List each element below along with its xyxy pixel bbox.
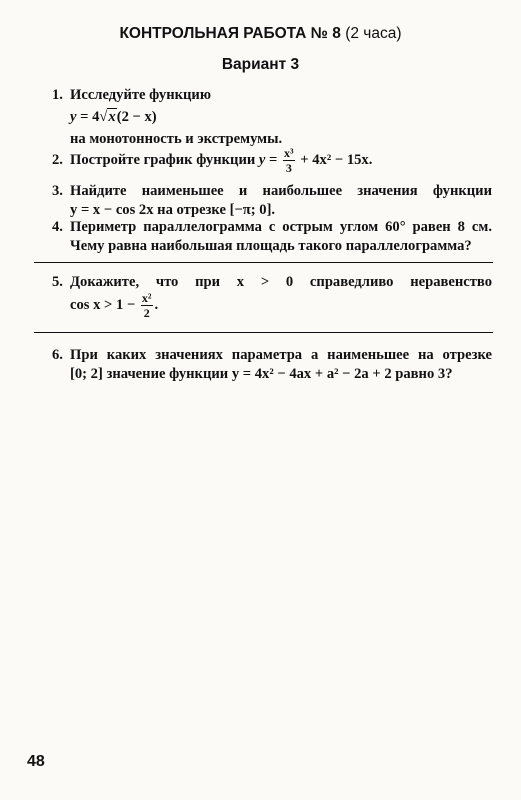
problem-number: 1. <box>52 87 63 103</box>
problem-text: [0; 2] значение функции y = 4x² − 4ax + a² − 2a + 2 равно 3? <box>70 366 453 382</box>
title-text: КОНТРОЛЬНАЯ РАБОТА № 8 <box>119 25 341 42</box>
problem-6 <box>52 346 492 384</box>
problem-number: 3. <box>52 183 63 199</box>
problem-text: Найдите наименьшее и наибольшее значения функции <box>70 183 492 199</box>
title-duration: (2 часа) <box>345 25 402 42</box>
problem-text: Исследуйте функцию <box>70 87 211 103</box>
problem-number: 2. <box>52 152 63 168</box>
section-divider <box>34 262 493 263</box>
formula-end: . <box>154 297 159 313</box>
problem-1 <box>52 86 492 149</box>
problem-formula <box>70 105 492 127</box>
problem-text: на монотонность и экстремумы. <box>70 131 283 147</box>
problem-text: Докажите, что при x > 0 справедливо неравенство <box>70 274 492 290</box>
page-number: 48 <box>27 753 45 770</box>
problem-formula <box>70 291 492 321</box>
fraction <box>141 292 153 319</box>
fraction-numerator: x² <box>141 291 152 306</box>
formula-eq: = 4 <box>76 109 100 125</box>
problem-text-line <box>70 146 492 176</box>
page-title <box>0 25 521 43</box>
section-divider <box>34 332 493 333</box>
problem-text: При каких значениях параметра a наименьшее на отрезке <box>70 347 492 363</box>
formula-eq: = <box>265 152 282 168</box>
formula-lhs: y <box>258 152 266 168</box>
problem-3 <box>52 182 492 220</box>
formula-radicand: x <box>108 109 116 125</box>
problem-text: y = x − cos 2x на отрезке [−π; 0]. <box>70 202 276 218</box>
fraction-denominator: 3 <box>285 161 292 176</box>
problem-4 <box>52 218 492 256</box>
variant-heading: Вариант 3 <box>221 56 300 73</box>
fraction-denominator: 2 <box>143 306 150 321</box>
problem-text: Постройте график функции <box>70 152 256 168</box>
problem-text: Чему равна наибольшая площадь такого параллелограмма? <box>70 238 472 254</box>
problem-number: 4. <box>52 219 63 235</box>
problem-5 <box>52 273 492 321</box>
sqrt-symbol: √x <box>99 109 116 125</box>
fraction-numerator: x³ <box>284 146 294 161</box>
formula-lhs: y <box>70 109 77 125</box>
problem-number: 5. <box>52 274 63 290</box>
problem-text: Периметр параллелограмма с острым углом 60° равен 8 см. <box>70 219 492 235</box>
formula-rest: + 4x² − 15x. <box>296 152 373 168</box>
fraction <box>283 147 295 174</box>
formula-rest: (2 − x) <box>116 109 157 125</box>
problem-2 <box>52 146 492 176</box>
formula-lhs: cos x > 1 − <box>70 297 139 313</box>
problem-number: 6. <box>52 347 63 363</box>
